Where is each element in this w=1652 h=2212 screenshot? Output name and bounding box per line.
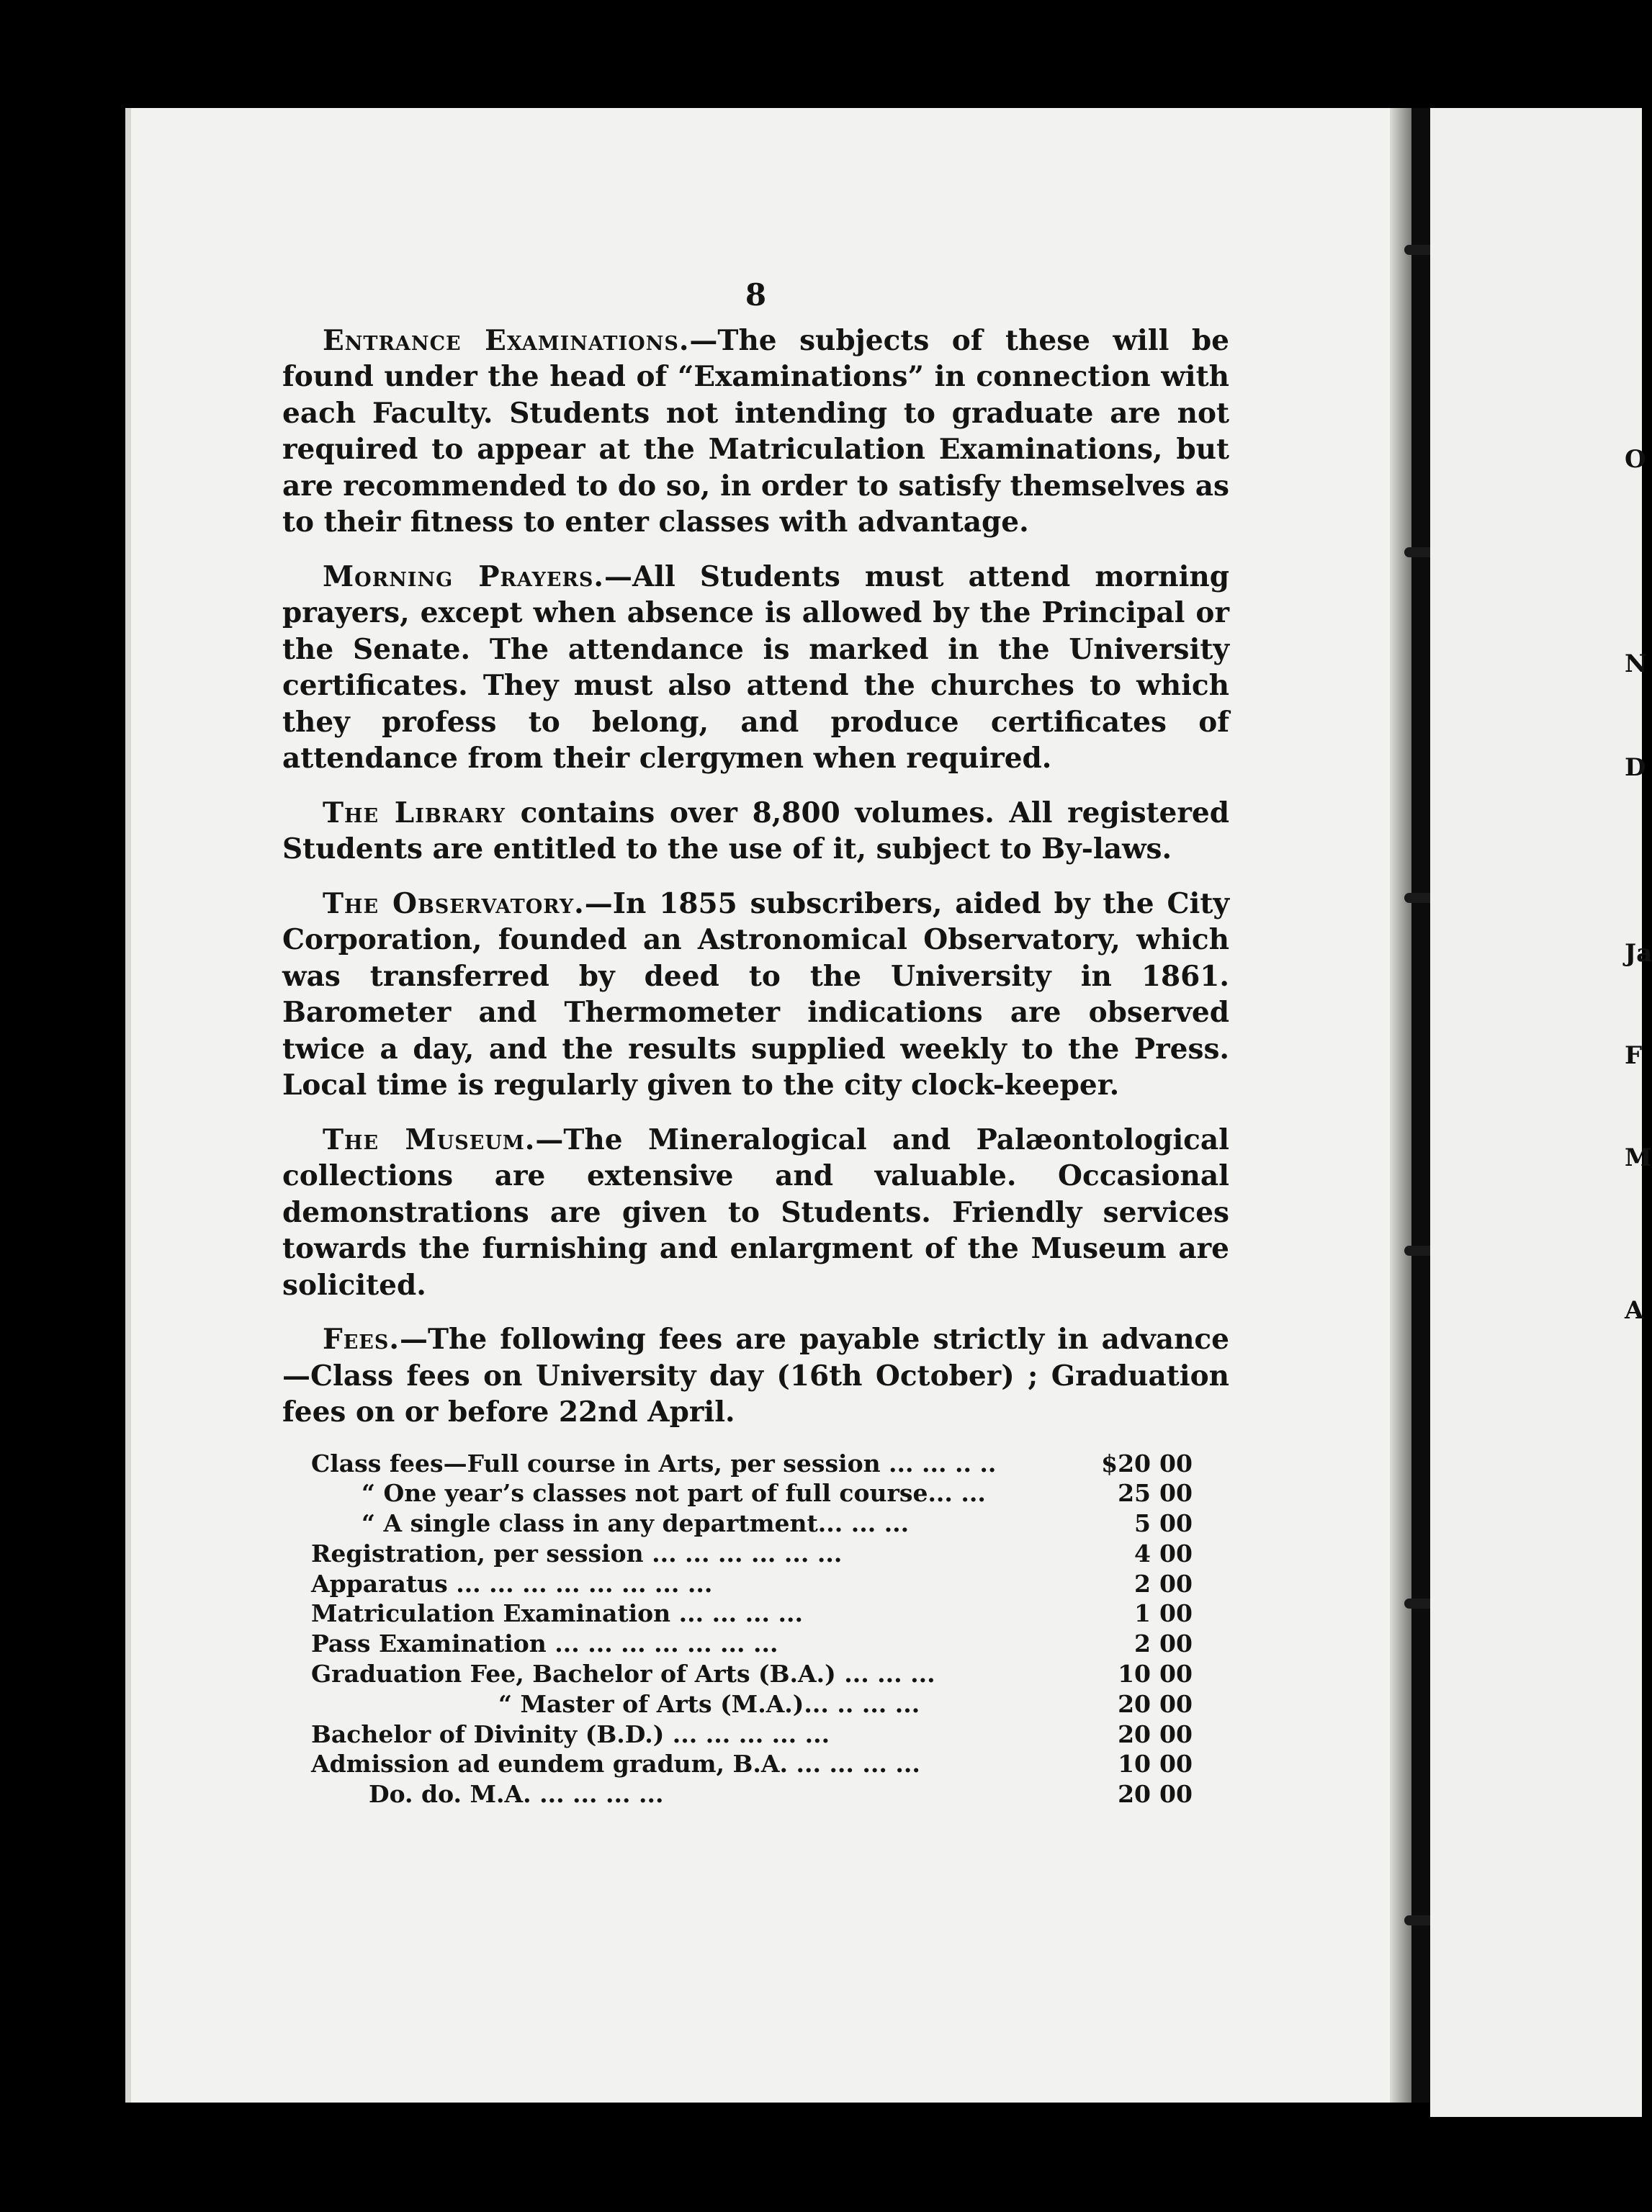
fee-cents: 00 [1159,1479,1193,1508]
table-row [311,1749,1210,1779]
facing-page-letter: A [1625,1296,1644,1325]
table-row [311,1599,1210,1629]
table-row [311,1659,1210,1689]
fee-schedule-table [311,1449,1210,1810]
fee-dollars: 25 [1118,1479,1151,1508]
facing-page-letter: F [1625,1041,1643,1070]
fee-label: Bachelor of Divinity (B.D.) ... ... ... ... ... [311,1719,830,1748]
fee-label: Class fees—Full course in Arts, per session ... ... .. .. [311,1449,997,1478]
fee-cents: 00 [1159,1660,1193,1689]
paragraph-entrance-examinations [282,323,1229,541]
fee-label: “ One year’s classes not part of full course... ... [362,1479,986,1508]
paragraph-museum [282,1122,1229,1304]
fee-dollars: 4 [1134,1539,1151,1568]
page-gutter-shadow [1390,108,1411,2103]
table-row [311,1539,1210,1569]
table-row [311,1449,1210,1479]
book-spine [1411,108,1430,2103]
fee-label: Graduation Fee, Bachelor of Arts (B.A.) ... ... ... [311,1660,935,1689]
fee-label: Apparatus ... ... ... ... ... ... ... ... [311,1569,713,1598]
fee-dollars: 20 [1118,1780,1151,1809]
table-row [311,1629,1210,1659]
fee-label: “ Master of Arts (M.A.)... .. ... ... [498,1689,920,1718]
fee-cents: 00 [1159,1780,1193,1809]
table-row [311,1719,1210,1750]
fee-dollars: 2 [1134,1569,1151,1598]
fee-dollars: 2 [1134,1629,1151,1658]
fee-dollars: 5 [1134,1509,1151,1538]
fee-label: Registration, per session ... ... ... ... ... ... [311,1539,843,1568]
fee-label: Admission ad eundem gradum, B.A. ... ... ... ... [311,1750,920,1779]
paragraph-morning-prayers [282,559,1229,777]
paragraph-body: —In 1855 subscribers, aided by the City Corporation, founded an Astronomical Observatory, which was transferred by deed to the University in 1861. Barometer and Thermometer indications are observed twice a day, and the results supplied weekly to the Press. Local time is regularly given to the city clock-keeper. [282,886,1229,1102]
facing-page-letter: O [1625,445,1646,474]
fee-cents: 00 [1159,1689,1193,1718]
fee-cents: 00 [1159,1750,1193,1779]
table-row [311,1478,1210,1509]
table-row [311,1569,1210,1599]
paragraph-lead: Entrance Examinations. [323,323,690,357]
fee-dollars: 1 [1134,1599,1151,1628]
paragraph-lead: The Museum. [323,1123,536,1156]
fee-cents: 00 [1159,1629,1193,1658]
page-content [282,277,1229,1809]
fee-cents: 00 [1159,1599,1193,1628]
paragraph-lead: The Library [323,796,506,830]
fee-dollars: 10 [1118,1660,1151,1689]
fee-cents: 00 [1159,1569,1193,1598]
fee-cents: 00 [1159,1719,1193,1748]
fee-cents: 00 [1159,1449,1193,1478]
fee-cents: 00 [1159,1509,1193,1538]
paragraph-body: —The following fees are payable strictly in advance—Class fees on University day (16th October) ; Graduation fees on or before 22nd April. [282,1323,1229,1429]
paragraph-library [282,795,1229,868]
fee-label: Matriculation Examination ... ... ... ... [311,1599,803,1628]
page-number: 8 [745,277,767,313]
table-row [311,1509,1210,1539]
facing-page-letter: Ja [1625,939,1652,968]
paragraph-fees [282,1321,1229,1431]
fee-dollars: 10 [1118,1750,1151,1779]
fee-cents: 00 [1159,1539,1193,1568]
paragraph-lead: Morning Prayers. [323,559,604,593]
fee-label: “ A single class in any department... ... ... [362,1509,910,1538]
paragraph-observatory [282,886,1229,1104]
table-row [311,1779,1210,1809]
fee-label: Do. do. M.A. ... ... ... ... [369,1780,664,1809]
fee-dollars: $20 [1101,1449,1151,1478]
facing-page-letter: D [1625,753,1646,782]
paragraph-body: —The Mineralogical and Palæontological collections are extensive and valuable. Occasional demonstrations are given to Students. Friendly services towards the furnishing and enlargment of the Museum are solicited. [282,1123,1229,1302]
fee-label: Pass Examination ... ... ... ... ... ... ... [311,1629,778,1658]
fee-dollars: 20 [1118,1689,1151,1718]
paragraph-lead: Fees. [323,1323,400,1356]
paragraph-body: —All Students must attend morning prayers, except when absence is allowed by the Principal or the Senate. The attendance is marked in the University certificates. They must also attend the churches to which they profess to belong, and produce certificates of attendance from their clergymen when required. [282,559,1230,775]
facing-page-letter: M [1625,1143,1652,1172]
facing-page-letter: N [1625,649,1648,678]
table-row [311,1689,1210,1719]
fee-dollars: 20 [1118,1719,1151,1748]
paragraph-body: —The subjects of these will be found under the head of “Examinations” in connection with each Faculty. Students not intending to graduate are not required to appear at the Matriculation Examinations, but are recommended to do so, in order to satisfy themselves as to their fitness to enter classes with advantage. [282,323,1229,539]
paragraph-body: contains over 8,800 volumes. All registered Students are entitled to the use of it, subject to By-laws. [282,796,1229,866]
paragraph-lead: The Observatory. [323,886,585,920]
facing-page-edge [1430,108,1642,2117]
